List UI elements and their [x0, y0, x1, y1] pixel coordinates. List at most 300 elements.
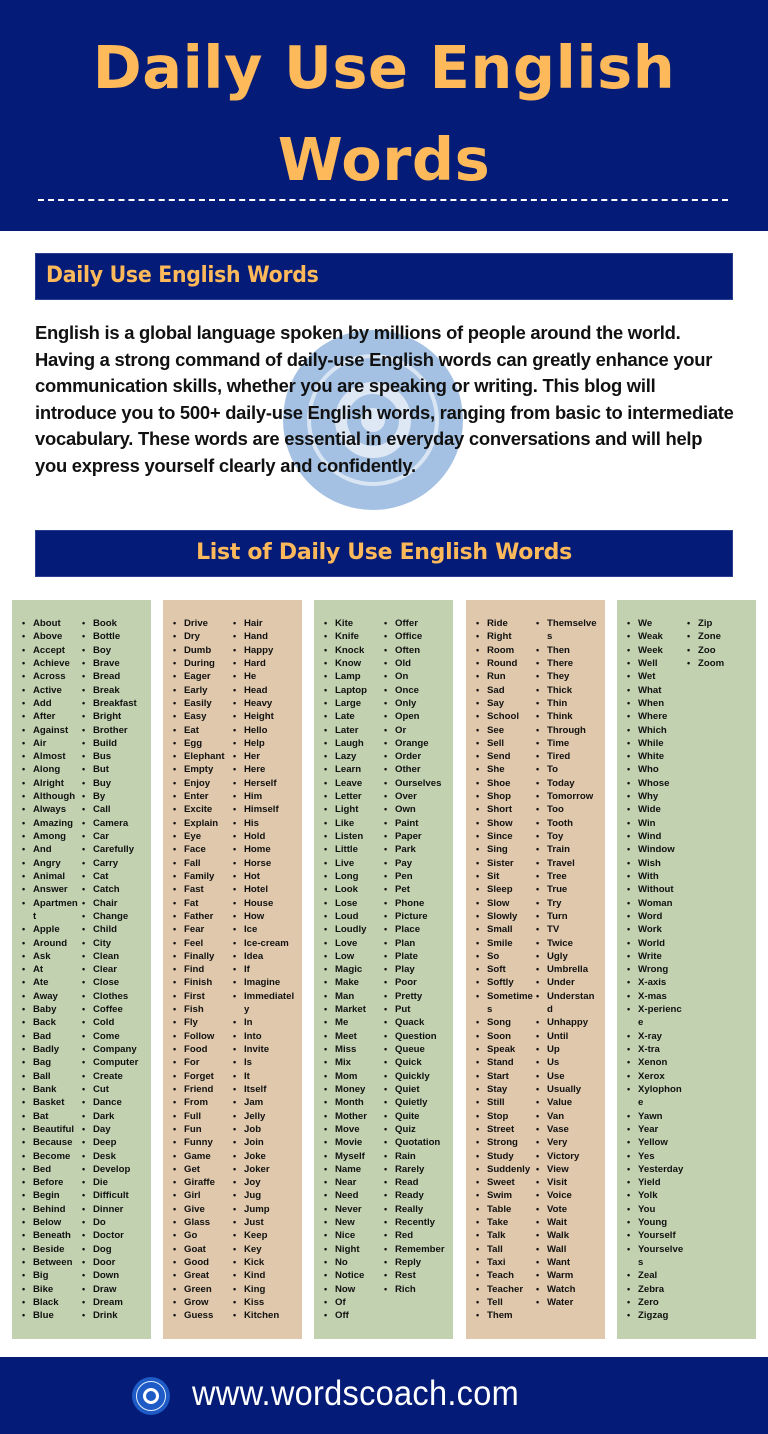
word-item: • Short [476, 803, 534, 816]
word-item: • Lazy [324, 750, 382, 763]
word-item: • Watch [536, 1283, 600, 1296]
word-item: • Table [476, 1203, 534, 1216]
word-item: • Company [82, 1043, 146, 1056]
word-item: • Desk [82, 1150, 146, 1163]
word-item: • Year [627, 1123, 685, 1136]
word-item: • Without [627, 883, 685, 896]
word-item: • Dog [82, 1243, 146, 1256]
wordscoach-logo-icon[interactable] [132, 1377, 170, 1415]
word-item: • Brother [82, 724, 146, 737]
word-item: • House [233, 897, 297, 910]
word-item: • She [476, 763, 534, 776]
word-item: • TV [536, 923, 600, 936]
word-item: • Egg [173, 737, 231, 750]
word-item: • Carry [82, 857, 146, 870]
word-item: • Word [627, 910, 685, 923]
word-item: • Suddenly [476, 1163, 534, 1176]
word-item: • Answer [22, 883, 80, 896]
word-item: • Show [476, 817, 534, 830]
word-item: • Read [384, 1176, 448, 1189]
word-item: • It [233, 1070, 297, 1083]
word-item: • Write [627, 950, 685, 963]
word-item: • Magic [324, 963, 382, 976]
word-item: • Song [476, 1016, 534, 1029]
word-item: • Full [173, 1110, 231, 1123]
word-item: • Usually [536, 1083, 600, 1096]
word-item: • Zip [687, 617, 751, 630]
word-item: • Friend [173, 1083, 231, 1096]
word-item: • City [82, 937, 146, 950]
word-item: • Remember [384, 1243, 448, 1256]
word-item: • Or [384, 724, 448, 737]
word-item: • Eager [173, 670, 231, 683]
word-item: • Quack [384, 1016, 448, 1029]
word-item: • Bat [22, 1110, 80, 1123]
word-item: • Although [22, 790, 80, 803]
intro-heading-bar [35, 253, 733, 300]
word-item: • Know [324, 657, 382, 670]
word-item: • Walk [536, 1229, 600, 1242]
page-title-line-2: Words [277, 125, 491, 194]
word-item: • No [324, 1256, 382, 1269]
word-item: • Job [233, 1123, 297, 1136]
word-item: • Voice [536, 1189, 600, 1202]
word-item: • Learn [324, 763, 382, 776]
word-item: • Until [536, 1030, 600, 1043]
word-item: • At [22, 963, 80, 976]
intro-heading: Daily Use English Words [46, 263, 319, 288]
word-item: • Turn [536, 910, 600, 923]
word-item: • Air [22, 737, 80, 750]
word-item: • Train [536, 843, 600, 856]
word-item: • Under [536, 976, 600, 989]
word-item: • Baby [22, 1003, 80, 1016]
word-item: • Car [82, 830, 146, 843]
word-item: • Plate [384, 950, 448, 963]
word-item: • Laugh [324, 737, 382, 750]
word-item: • Month [324, 1096, 382, 1109]
word-item: • Father [173, 910, 231, 923]
word-item: • Xenon [627, 1056, 685, 1069]
word-item: • Door [82, 1256, 146, 1269]
word-item: • Down [82, 1269, 146, 1282]
word-item: • Behind [22, 1203, 80, 1216]
word-item: • Good [173, 1256, 231, 1269]
word-item: • Wait [536, 1216, 600, 1229]
word-item: • Computer [82, 1056, 146, 1069]
word-item: • Difficult [82, 1189, 146, 1202]
word-item: • School [476, 710, 534, 723]
word-item: • Green [173, 1283, 231, 1296]
word-item: • Letter [324, 790, 382, 803]
word-item: • Head [233, 684, 297, 697]
word-item: • Reply [384, 1256, 448, 1269]
word-item: • Toy [536, 830, 600, 843]
word-item: • Jam [233, 1096, 297, 1109]
word-item: • Hotel [233, 883, 297, 896]
word-item: • Really [384, 1203, 448, 1216]
word-item: • Tooth [536, 817, 600, 830]
word-item: • Into [233, 1030, 297, 1043]
word-item: • True [536, 883, 600, 896]
word-item: • Orange [384, 737, 448, 750]
word-item: • Fast [173, 883, 231, 896]
word-item: • Sometimes [476, 990, 534, 1017]
word-item: • Bag [22, 1056, 80, 1069]
word-item: • Himself [233, 803, 297, 816]
word-item: • Knock [324, 644, 382, 657]
word-item: • Paint [384, 817, 448, 830]
word-item: • But [82, 763, 146, 776]
word-item: • Hard [233, 657, 297, 670]
word-item: • Up [536, 1043, 600, 1056]
word-item: • When [627, 697, 685, 710]
word-item: • Zigzag [627, 1309, 685, 1322]
word-item: • Stay [476, 1083, 534, 1096]
word-item: • Tomorrow [536, 790, 600, 803]
word-item: • Old [384, 657, 448, 670]
word-item: • Heavy [233, 697, 297, 710]
logo-aperture [143, 1388, 159, 1404]
word-item: • Question [384, 1030, 448, 1043]
word-item: • Night [324, 1243, 382, 1256]
word-item: • Apple [22, 923, 80, 936]
word-item: • Strong [476, 1136, 534, 1149]
word-item: • Buy [82, 777, 146, 790]
word-item: • Sweet [476, 1176, 534, 1189]
word-item: • Away [22, 990, 80, 1003]
word-item: • Develop [82, 1163, 146, 1176]
word-item: • Zoo [687, 644, 751, 657]
word-item: • Is [233, 1056, 297, 1069]
word-item: • Work [627, 923, 685, 936]
word-item: • Wish [627, 857, 685, 870]
word-item: • Dry [173, 630, 231, 643]
word-item: • Run [476, 670, 534, 683]
word-item: • Ate [22, 976, 80, 989]
word-item: • X-axis [627, 976, 685, 989]
word-column [173, 617, 231, 1323]
word-item: • Wall [536, 1243, 600, 1256]
word-item: • Office [384, 630, 448, 643]
word-item: • Among [22, 830, 80, 843]
word-item: • He [233, 670, 297, 683]
word-item: • Slowly [476, 910, 534, 923]
word-item: • Ask [22, 950, 80, 963]
word-item: • Herself [233, 777, 297, 790]
word-item: • Ball [22, 1070, 80, 1083]
word-item: • By [82, 790, 146, 803]
word-item: • Rich [384, 1283, 448, 1296]
word-item: • Doctor [82, 1229, 146, 1242]
word-item: • Cut [82, 1083, 146, 1096]
word-item: • There [536, 657, 600, 670]
word-item: • Empty [173, 763, 231, 776]
word-item: • Only [384, 697, 448, 710]
word-item: • Girl [173, 1189, 231, 1202]
word-item: • Finish [173, 976, 231, 989]
word-item: • Myself [324, 1150, 382, 1163]
word-item: • Help [233, 737, 297, 750]
word-item: • Yawn [627, 1110, 685, 1123]
word-item: • Badly [22, 1043, 80, 1056]
word-item: • Invite [233, 1043, 297, 1056]
word-item: • Well [627, 657, 685, 670]
word-item: • Room [476, 644, 534, 657]
word-item: • Quiet [384, 1083, 448, 1096]
word-item: • Yellow [627, 1136, 685, 1149]
word-item: • Him [233, 790, 297, 803]
word-item: • Who [627, 763, 685, 776]
word-item: • Send [476, 750, 534, 763]
word-item: • Umbrella [536, 963, 600, 976]
word-item: • New [324, 1216, 382, 1229]
word-item: • Give [173, 1203, 231, 1216]
word-item: • Softly [476, 976, 534, 989]
word-item: • Joy [233, 1176, 297, 1189]
word-item: • X-ray [627, 1030, 685, 1043]
word-item: • His [233, 817, 297, 830]
word-item: • Ourselves [384, 777, 448, 790]
word-item: • Quite [384, 1110, 448, 1123]
word-item: • Bad [22, 1030, 80, 1043]
word-item: • Easily [173, 697, 231, 710]
word-item: • Fly [173, 1016, 231, 1029]
website-link[interactable]: www.wordscoach.com [192, 1374, 520, 1413]
word-item: • Sell [476, 737, 534, 750]
word-item: • Once [384, 684, 448, 697]
word-item: • Too [536, 803, 600, 816]
word-item: • Mix [324, 1056, 382, 1069]
word-item: • Unhappy [536, 1016, 600, 1029]
word-item: • Victory [536, 1150, 600, 1163]
word-item: • Ice-cream [233, 937, 297, 950]
word-item: • Fall [173, 857, 231, 870]
word-item: • Later [324, 724, 382, 737]
word-item: • Fat [173, 897, 231, 910]
word-item: • Beside [22, 1243, 80, 1256]
word-item: • Say [476, 697, 534, 710]
word-item: • Zero [627, 1296, 685, 1309]
word-item: • On [384, 670, 448, 683]
word-item: • Lose [324, 897, 382, 910]
word-item: • Deep [82, 1136, 146, 1149]
word-item: • Cold [82, 1016, 146, 1029]
word-item: • For [173, 1056, 231, 1069]
word-item: • Family [173, 870, 231, 883]
word-item: • Joker [233, 1163, 297, 1176]
word-item: • Study [476, 1150, 534, 1163]
word-item: • Little [324, 843, 382, 856]
word-item: • Forget [173, 1070, 231, 1083]
word-item: • Think [536, 710, 600, 723]
word-item: • Kitchen [233, 1309, 297, 1322]
word-item: • Against [22, 724, 80, 737]
word-item: • Alright [22, 777, 80, 790]
word-item: • Park [384, 843, 448, 856]
word-item: • You [627, 1203, 685, 1216]
word-item: • Easy [173, 710, 231, 723]
word-item: • Of [324, 1296, 382, 1309]
word-item: • Tall [476, 1243, 534, 1256]
word-item: • Still [476, 1096, 534, 1109]
word-item: • From [173, 1096, 231, 1109]
word-item: • Live [324, 857, 382, 870]
word-item: • Large [324, 697, 382, 710]
word-item: • So [476, 950, 534, 963]
word-item: • How [233, 910, 297, 923]
word-item: • Book [82, 617, 146, 630]
word-item: • Add [22, 697, 80, 710]
word-item: • Achieve [22, 657, 80, 670]
word-item: • Love [324, 937, 382, 950]
word-item: • While [627, 737, 685, 750]
word-item: • Guess [173, 1309, 231, 1322]
word-item: • Ice [233, 923, 297, 936]
word-column [324, 617, 382, 1323]
word-item: • Teacher [476, 1283, 534, 1296]
word-item: • Very [536, 1136, 600, 1149]
word-item: • Movie [324, 1136, 382, 1149]
word-item: • X-tra [627, 1043, 685, 1056]
word-item: • Which [627, 724, 685, 737]
word-item: • Pretty [384, 990, 448, 1003]
word-item: • Smile [476, 937, 534, 950]
word-item: • Yourself [627, 1229, 685, 1242]
word-item: • Game [173, 1150, 231, 1163]
word-item: • Mom [324, 1070, 382, 1083]
word-item: • Enjoy [173, 777, 231, 790]
word-item: • Through [536, 724, 600, 737]
word-column [22, 617, 80, 1323]
word-item: • Stand [476, 1056, 534, 1069]
word-item: • Wrong [627, 963, 685, 976]
word-item: • Her [233, 750, 297, 763]
word-item: • Order [384, 750, 448, 763]
word-item: • Above [22, 630, 80, 643]
word-item: • Find [173, 963, 231, 976]
word-item: • Shoe [476, 777, 534, 790]
word-item: • Yesterday [627, 1163, 685, 1176]
word-item: • Themselves [536, 617, 600, 644]
word-item: • Sad [476, 684, 534, 697]
word-item: • Tired [536, 750, 600, 763]
word-item: • Fear [173, 923, 231, 936]
word-item: • Talk [476, 1229, 534, 1242]
word-item: • Small [476, 923, 534, 936]
word-item: • Apartment [22, 897, 80, 924]
word-item: • Travel [536, 857, 600, 870]
word-item: • Below [22, 1216, 80, 1229]
word-item: • Loudly [324, 923, 382, 936]
word-item: • Back [22, 1016, 80, 1029]
word-item: • Blue [22, 1309, 80, 1322]
word-item: • Meet [324, 1030, 382, 1043]
word-item: • Quick [384, 1056, 448, 1069]
word-item: • Height [233, 710, 297, 723]
word-item: • Go [173, 1229, 231, 1242]
word-item: • Kiss [233, 1296, 297, 1309]
word-item: • Over [384, 790, 448, 803]
word-item: • Excite [173, 803, 231, 816]
word-item: • Man [324, 990, 382, 1003]
word-item: • Immediately [233, 990, 297, 1017]
word-item: • Join [233, 1136, 297, 1149]
word-item: • Make [324, 976, 382, 989]
word-item: • Look [324, 883, 382, 896]
word-item: • King [233, 1283, 297, 1296]
word-item: • Pay [384, 857, 448, 870]
word-item: • Street [476, 1123, 534, 1136]
list-heading-bar [35, 530, 733, 577]
hero-banner [0, 0, 768, 231]
word-item: • Around [22, 937, 80, 950]
word-item: • Own [384, 803, 448, 816]
word-item: • Leave [324, 777, 382, 790]
word-item: • Face [173, 843, 231, 856]
word-item: • Happy [233, 644, 297, 657]
word-item: • We [627, 617, 685, 630]
word-item: • Tree [536, 870, 600, 883]
word-item: • World [627, 937, 685, 950]
word-item: • Amazing [22, 817, 80, 830]
word-item: • Itself [233, 1083, 297, 1096]
word-item: • Slow [476, 897, 534, 910]
word-item: • Between [22, 1256, 80, 1269]
word-item: • Then [536, 644, 600, 657]
word-item: • Market [324, 1003, 382, 1016]
word-item: • Me [324, 1016, 382, 1029]
word-item: • Yourselves [627, 1243, 685, 1270]
word-item: • Weak [627, 630, 685, 643]
word-item: • Vase [536, 1123, 600, 1136]
word-item: • Great [173, 1269, 231, 1282]
word-item: • Listen [324, 830, 382, 843]
word-item: • Like [324, 817, 382, 830]
word-item: • Try [536, 897, 600, 910]
word-item: • Black [22, 1296, 80, 1309]
word-item: • Young [627, 1216, 685, 1229]
word-item: • Lamp [324, 670, 382, 683]
word-item: • Tell [476, 1296, 534, 1309]
word-item: • In [233, 1016, 297, 1029]
word-item: • Quietly [384, 1096, 448, 1109]
word-item: • Take [476, 1216, 534, 1229]
word-item: • Breakfast [82, 697, 146, 710]
word-item: • Yield [627, 1176, 685, 1189]
word-item: • Camera [82, 817, 146, 830]
word-item: • Early [173, 684, 231, 697]
word-item: • Notice [324, 1269, 382, 1282]
word-item: • Break [82, 684, 146, 697]
word-item: • Miss [324, 1043, 382, 1056]
word-item: • Close [82, 976, 146, 989]
word-item: • Basket [22, 1096, 80, 1109]
word-item: • Become [22, 1150, 80, 1163]
word-item: • Van [536, 1110, 600, 1123]
word-item: • Quiz [384, 1123, 448, 1136]
word-item: • Today [536, 777, 600, 790]
word-item: • Die [82, 1176, 146, 1189]
word-item: • Across [22, 670, 80, 683]
word-item: • Elephant [173, 750, 231, 763]
word-item: • Big [22, 1269, 80, 1282]
word-item: • Jump [233, 1203, 297, 1216]
word-item: • Jelly [233, 1110, 297, 1123]
word-item: • Shop [476, 790, 534, 803]
word-panel-w-z [617, 600, 756, 1339]
word-item: • Kite [324, 617, 382, 630]
